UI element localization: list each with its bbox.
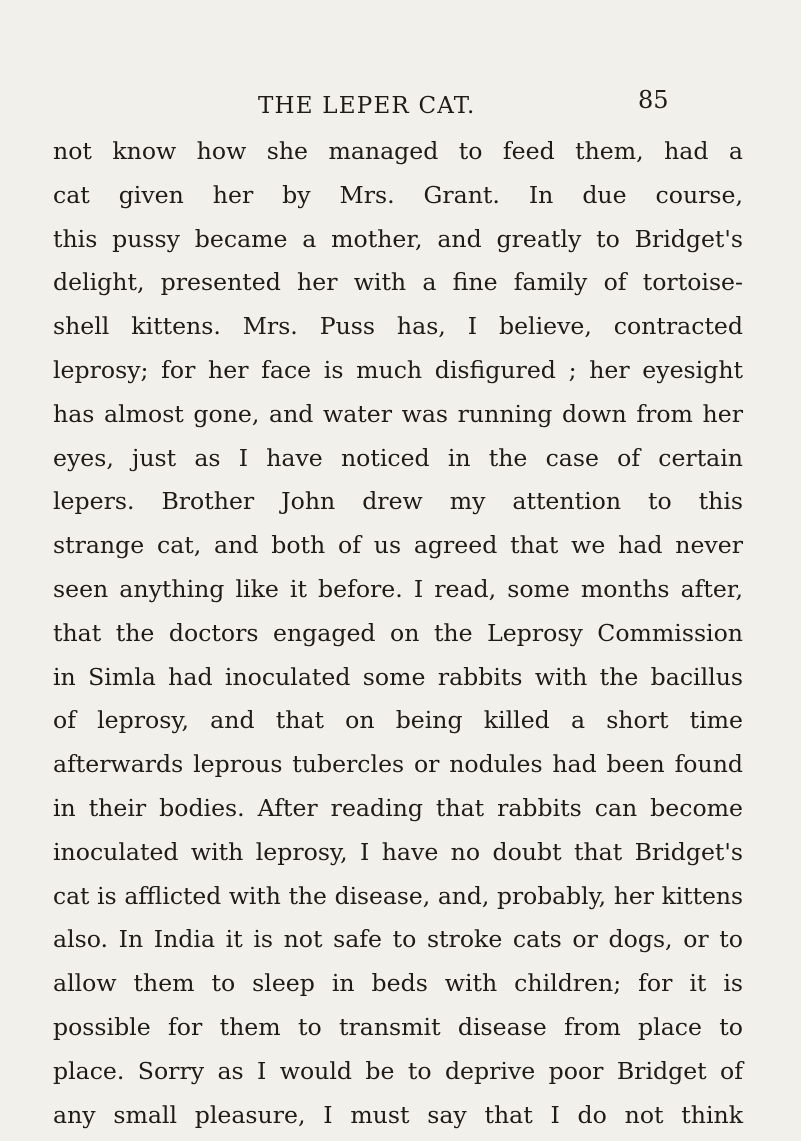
text-line: not know how she managed to feed them, had a [53, 137, 743, 165]
running-title: THE LEPER CAT. [258, 93, 476, 119]
text-line: any small pleasure, I must say that I do not think [53, 1100, 743, 1129]
text-line: inoculated with leprosy, I have no doubt that Bridget's [53, 837, 743, 866]
page-number: 85 [638, 86, 669, 114]
text-line: possible for them to transmit disease from place to [53, 1012, 743, 1041]
text-line: also. In India it is not safe to stroke cats or dogs, or to [53, 925, 743, 954]
text-line: that the doctors engaged on the Leprosy Commission [53, 618, 743, 647]
text-line: in their bodies. After reading that rabbits can become [53, 793, 743, 822]
text-line: place. Sorry as I would be to deprive poor Bridget of [53, 1056, 743, 1085]
text-line: this pussy became a mother, and greatly to Bridget's [53, 224, 743, 253]
text-line: in Simla had inoculated some rabbits with the bacillus [53, 662, 743, 691]
text-line: eyes, just as I have noticed in the case of certain [53, 443, 743, 472]
text-line: delight, presented her with a fine family of tortoise- [53, 268, 743, 297]
text-line: has almost gone, and water was running down from her [53, 399, 743, 428]
text-line: seen anything like it before. I read, some months after, [53, 574, 743, 603]
text-line: allow them to sleep in beds with children; for it is [53, 969, 743, 998]
text-line: shell kittens. Mrs. Puss has, I believe, contracted [53, 312, 743, 341]
text-line: afterwards leprous tubercles or nodules had been found [53, 750, 743, 779]
text-line: cat is afflicted with the disease, and, probably, her kittens [53, 881, 743, 910]
text-line: strange cat, and both of us agreed that we had never [53, 531, 743, 560]
body-text [53, 130, 743, 1137]
text-line: lepers. Brother John drew my attention to this [53, 487, 743, 516]
text-line: of leprosy, and that on being killed a short time [53, 706, 743, 735]
text-line: leprosy; for her face is much disfigured ; her eyesight [53, 355, 743, 384]
running-head [0, 86, 801, 126]
text-line: cat given her by Mrs. Grant. In due course, [53, 180, 743, 209]
